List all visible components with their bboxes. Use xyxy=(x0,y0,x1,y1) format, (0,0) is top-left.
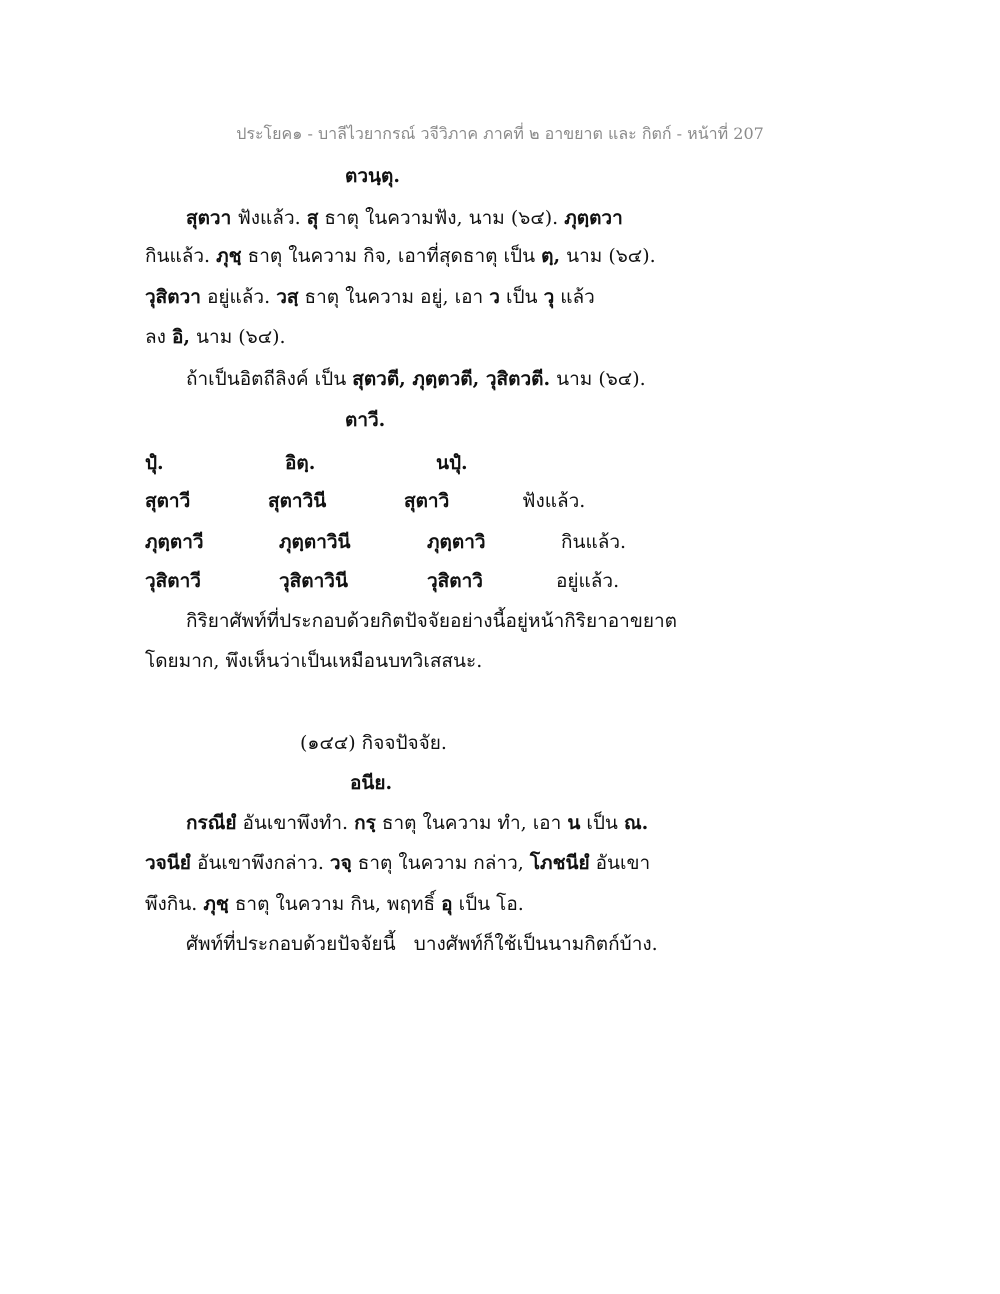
text-segment: อันเขาพึงกล่าว. xyxy=(190,852,330,874)
text-segment: นาม (๖๔). xyxy=(560,245,656,267)
paragraph-line-6: กิริยาศัพท์ที่ประกอบด้วยกิตปัจจัยอย่างนี้อยู่หน้ากิริยาอาขยาต xyxy=(186,610,677,632)
bold-term: วจนียํ xyxy=(145,852,191,874)
text-segment: อันเขาพึงทำ. xyxy=(236,812,355,834)
section-heading-kicca: (๑๔๔) กิจจปัจจัย. xyxy=(300,732,447,754)
bold-term: กรณียํ xyxy=(186,812,237,834)
text-segment: ธาตุ ในความ ทำ, เอา xyxy=(375,812,568,834)
table-cell-meaning: อยู่แล้ว. xyxy=(556,570,620,592)
bold-term: วสฺ xyxy=(276,286,299,308)
paragraph-line-2 xyxy=(145,243,656,269)
text-segment: พึงกิน. xyxy=(145,893,204,915)
paragraph-line-8 xyxy=(186,810,648,836)
bold-term: โภชนียํ xyxy=(529,852,590,874)
paragraph-line-5 xyxy=(186,366,646,392)
table-cell: วุสิตาวินี xyxy=(279,570,348,592)
table-header-feminine: อิตฺ. xyxy=(285,452,316,474)
table-cell: วุสิตาวิ xyxy=(427,570,483,592)
paragraph-line-10 xyxy=(145,891,524,917)
bold-term: ว xyxy=(489,286,500,308)
bold-term: สุตวา xyxy=(186,207,232,229)
bold-term: วุสิตวา xyxy=(145,286,201,308)
bold-term: อุ xyxy=(441,893,453,915)
text-segment: เป็น โอ. xyxy=(452,893,524,915)
bold-term: ภุชฺ xyxy=(216,245,242,267)
paragraph-line-7: โดยมาก, พึงเห็นว่าเป็นเหมือนบทวิเสสนะ. xyxy=(145,650,483,672)
text-segment: อันเขา xyxy=(589,852,651,874)
table-cell: ภุตฺตาวี xyxy=(145,531,204,553)
bold-term: วจฺ xyxy=(329,852,352,874)
text-segment: ธาตุ ในความ กล่าว, xyxy=(351,852,530,874)
text-segment: ลง xyxy=(145,326,172,348)
bold-term: ภุตฺตวา xyxy=(564,207,623,229)
table-cell: ภุตฺตาวิ xyxy=(427,531,486,553)
text-segment: ฟังแล้ว. xyxy=(231,207,307,229)
text-segment: อยู่แล้ว. xyxy=(200,286,277,308)
bold-term: สุตวตี, ภุตฺตวตี, วุสิตวตี. xyxy=(352,368,551,390)
table-cell-meaning: กินแล้ว. xyxy=(561,531,627,553)
bold-term: สุ xyxy=(306,207,319,229)
text-segment: นาม (๖๔). xyxy=(190,326,286,348)
paragraph-line-3 xyxy=(145,284,595,310)
table-header-neuter: นปุํ. xyxy=(436,452,468,474)
bold-term: น xyxy=(567,812,581,834)
paragraph-line-4 xyxy=(145,324,286,350)
paragraph-line-9 xyxy=(145,850,650,876)
section-title-tavantu: ตวนฺตุ. xyxy=(345,165,400,187)
page-header: ประโยค๑ - บาลีไวยากรณ์ วจีวิภาค ภาคที่ ๒ อาขยาต และ กิตก์ - หน้าที่ 207 xyxy=(236,124,764,143)
bold-term: ณ. xyxy=(623,812,649,834)
table-cell: สุตาวี xyxy=(145,490,191,512)
text-segment: ธาตุ ในความ กิจ, เอาที่สุดธาตุ เป็น xyxy=(241,245,542,267)
text-segment: เป็น xyxy=(580,812,624,834)
text-segment: ธาตุ ในความ อยู่, เอา xyxy=(298,286,490,308)
section-title-tavi: ตาวี. xyxy=(345,409,386,431)
text-segment: แล้ว xyxy=(554,286,595,308)
bold-term: อิ, xyxy=(171,326,190,348)
table-cell: สุตาวินี xyxy=(268,490,327,512)
table-cell-meaning: ฟังแล้ว. xyxy=(522,490,586,512)
paragraph-line-11: ศัพท์ที่ประกอบด้วยปัจจัยนี้ บางศัพท์ก็ใช้เป็นนามกิตก์บ้าง. xyxy=(186,933,658,955)
text-segment: ธาตุ ในความ กิน, พฤทธิ์ xyxy=(228,893,442,915)
bold-term: ตฺ, xyxy=(541,245,561,267)
text-segment: นาม (๖๔). xyxy=(550,368,646,390)
table-cell: ภุตฺตาวินี xyxy=(279,531,351,553)
text-segment: ถ้าเป็นอิตถีลิงค์ เป็น xyxy=(186,368,353,390)
bold-term: วุ xyxy=(543,286,555,308)
table-header-masculine: ปุํ. xyxy=(145,452,164,474)
table-cell: สุตาวิ xyxy=(404,490,450,512)
text-segment: กินแล้ว. xyxy=(145,245,217,267)
bold-term: ภุชฺ xyxy=(203,893,229,915)
text-segment: เป็น xyxy=(499,286,544,308)
section-title-aniya: อนีย. xyxy=(350,772,393,794)
table-cell: วุสิตาวี xyxy=(145,570,201,592)
bold-term: กรฺ xyxy=(354,812,376,834)
paragraph-line-1 xyxy=(186,205,623,231)
text-segment: ธาตุ ในความฟัง, นาม (๖๔). xyxy=(318,207,565,229)
